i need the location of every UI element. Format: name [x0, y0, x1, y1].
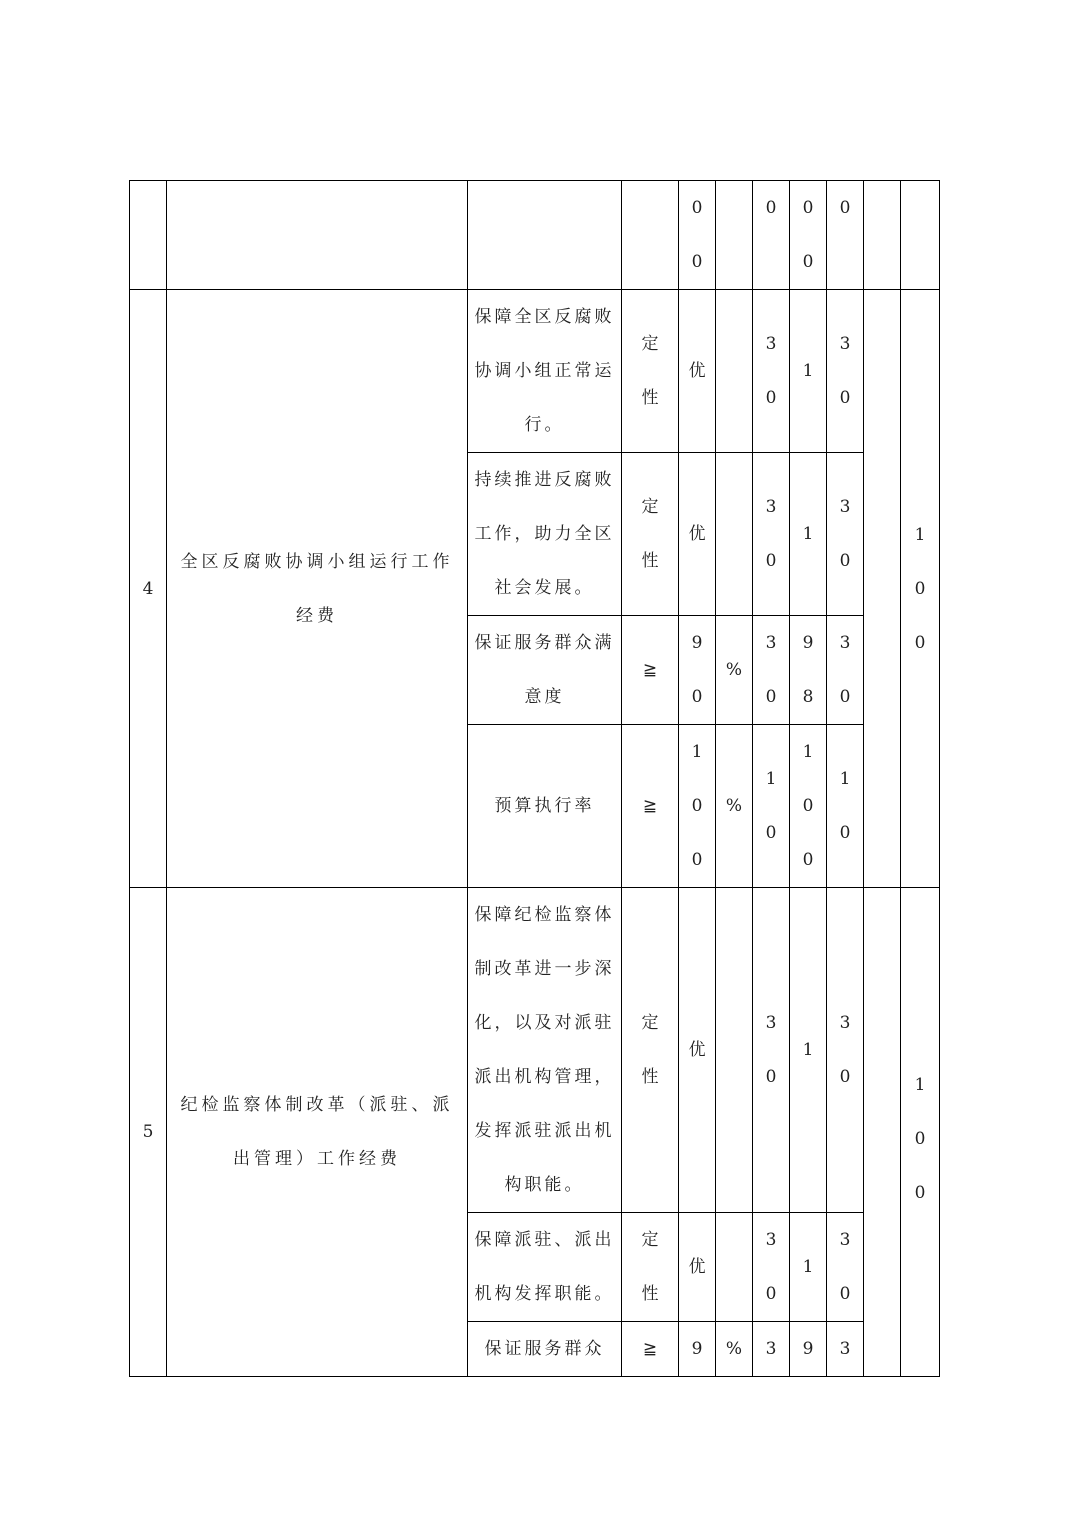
empty-cell: [901, 181, 940, 290]
weight-cell: 3 0: [753, 453, 790, 616]
unit-cell: [716, 453, 753, 616]
score-cell: 0: [827, 181, 864, 290]
weight-cell: 3: [753, 1322, 790, 1377]
indicator-cell: 保障派驻、派出机构发挥职能。: [468, 1213, 622, 1322]
weight-cell: 0: [753, 181, 790, 290]
target-cell: 0 0: [679, 181, 716, 290]
actual-cell: 1: [790, 290, 827, 453]
indicator-cell: 保证服务群众: [468, 1322, 622, 1377]
total-cell: 1 0 0: [901, 888, 940, 1377]
actual-cell: 1: [790, 453, 827, 616]
seq-cell: 5: [130, 888, 167, 1377]
score-cell: 3 0: [827, 290, 864, 453]
target-cell: 优: [679, 888, 716, 1213]
weight-cell: 3 0: [753, 290, 790, 453]
unit-cell: [716, 888, 753, 1213]
table-row: [130, 888, 940, 1213]
actual-cell: 1 0 0: [790, 725, 827, 888]
empty-cell: [864, 888, 901, 1377]
score-cell: 3 0: [827, 453, 864, 616]
unit-cell: [716, 290, 753, 453]
score-cell: 3 0: [827, 1213, 864, 1322]
table-row: [130, 290, 940, 453]
indicator-cell: 保障全区反腐败协调小组正常运行。: [468, 290, 622, 453]
type-cell: ≧: [622, 616, 679, 725]
target-cell: 1 0 0: [679, 725, 716, 888]
unit-cell: %: [716, 1322, 753, 1377]
score-cell: 3 0: [827, 616, 864, 725]
score-cell: 1 0: [827, 725, 864, 888]
type-cell: ≧: [622, 1322, 679, 1377]
weight-cell: 3 0: [753, 616, 790, 725]
unit-cell: %: [716, 725, 753, 888]
indicator-cell: [468, 181, 622, 290]
seq-cell: 4: [130, 290, 167, 888]
indicator-cell: 保障纪检监察体制改革进一步深化，以及对派驻派出机构管理，发挥派驻派出机构职能。: [468, 888, 622, 1213]
weight-cell: 3 0: [753, 888, 790, 1213]
table-row: [130, 181, 940, 290]
indicator-cell: 保证服务群众满意度: [468, 616, 622, 725]
type-cell: 定 性: [622, 888, 679, 1213]
unit-cell: [716, 1213, 753, 1322]
type-cell: [622, 181, 679, 290]
weight-cell: 3 0: [753, 1213, 790, 1322]
actual-cell: 9: [790, 1322, 827, 1377]
unit-cell: [716, 181, 753, 290]
performance-table: [129, 180, 940, 1377]
type-cell: 定 性: [622, 453, 679, 616]
score-cell: 3 0: [827, 888, 864, 1213]
total-cell: 1 0 0: [901, 290, 940, 888]
empty-cell: [864, 290, 901, 888]
target-cell: 优: [679, 1213, 716, 1322]
seq-cell: [130, 181, 167, 290]
project-cell: [167, 181, 468, 290]
indicator-cell: 持续推进反腐败工作，助力全区社会发展。: [468, 453, 622, 616]
weight-cell: 1 0: [753, 725, 790, 888]
score-cell: 3: [827, 1322, 864, 1377]
target-cell: 9 0: [679, 616, 716, 725]
type-cell: 定 性: [622, 290, 679, 453]
target-cell: 优: [679, 290, 716, 453]
project-name: 纪检监察体制改革（派驻、派出管理）工作经费: [167, 888, 468, 1377]
target-cell: 优: [679, 453, 716, 616]
target-cell: 9: [679, 1322, 716, 1377]
actual-cell: 0 0: [790, 181, 827, 290]
type-cell: ≧: [622, 725, 679, 888]
type-cell: 定 性: [622, 1213, 679, 1322]
empty-cell: [864, 181, 901, 290]
actual-cell: 9 8: [790, 616, 827, 725]
project-name: 全区反腐败协调小组运行工作经费: [167, 290, 468, 888]
indicator-cell: 预算执行率: [468, 725, 622, 888]
unit-cell: %: [716, 616, 753, 725]
actual-cell: 1: [790, 888, 827, 1213]
actual-cell: 1: [790, 1213, 827, 1322]
